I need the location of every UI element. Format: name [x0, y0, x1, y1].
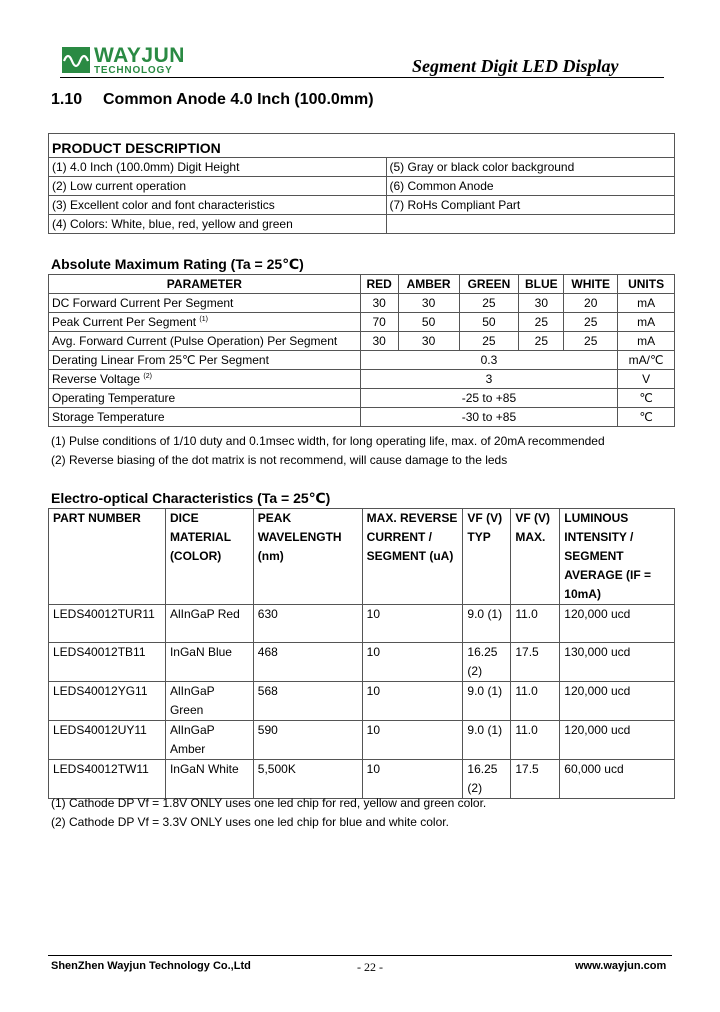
abs-max-note: (1) Pulse conditions of 1/10 duty and 0.1msec width, for long operating life, max. of 20mA recommended [51, 434, 605, 448]
amr-value-cell: 50 [459, 313, 519, 332]
footer-divider [48, 955, 672, 956]
amr-row [49, 313, 675, 332]
amr-unit-cell: mA [618, 332, 675, 351]
amr-value-cell: 30 [360, 332, 398, 351]
section-title [51, 91, 374, 109]
amr-param-label: Storage Temperature [52, 410, 165, 424]
document-title: Segment Digit LED Display [412, 56, 619, 76]
amr-param-label: DC Forward Current Per Segment [52, 296, 234, 310]
eo-cell: 10 [362, 721, 463, 760]
amr-column-header: RED [360, 275, 398, 294]
eo-column-header: PEAK WAVELENGTH (nm) [253, 509, 362, 605]
eo-column-header: VF (V) MAX. [511, 509, 560, 605]
pd-row [49, 158, 675, 177]
eo-column-header: LUMINOUS INTENSITY / SEGMENT AVERAGE (IF = 10mA) [560, 509, 675, 605]
eo-cell: 17.5 [511, 760, 560, 799]
amr-value-cell: 0.3 [360, 351, 617, 370]
amr-value-cell: 30 [519, 294, 564, 313]
section-heading: Common Anode 4.0 Inch (100.0mm) [103, 91, 374, 108]
eo-cell: LEDS40012TW11 [49, 760, 166, 799]
logo-subtext: TECHNOLOGY [94, 65, 173, 76]
eo-cell: 9.0 (1) [463, 605, 511, 643]
amr-param-cell [49, 351, 361, 370]
amr-value-cell: 25 [519, 313, 564, 332]
amr-value-cell: -25 to +85 [360, 389, 617, 408]
pd-row [49, 215, 675, 234]
eo-cell: 10 [362, 682, 463, 721]
pd-cell: (4) Colors: White, blue, red, yellow and green [49, 215, 387, 234]
eo-column-header: PART NUMBER [49, 509, 166, 605]
eo-cell: 10 [362, 760, 463, 799]
electro-optical-note: (2) Cathode DP Vf = 3.3V ONLY uses one led chip for blue and white color. [51, 815, 449, 829]
amr-param-label: Avg. Forward Current (Pulse Operation) Per Segment [52, 334, 338, 348]
amr-row [49, 351, 675, 370]
electro-optical-title: Electro-optical Characteristics (Ta = 25℃) [51, 490, 331, 506]
eo-row [49, 682, 675, 721]
eo-cell: 16.25 (2) [463, 760, 511, 799]
eo-cell: LEDS40012UY11 [49, 721, 166, 760]
amr-value-cell: -30 to +85 [360, 408, 617, 427]
company-logo [62, 47, 90, 73]
product-description-header [48, 133, 675, 157]
pd-cell: (2) Low current operation [49, 177, 387, 196]
eo-row [49, 643, 675, 682]
pd-row [49, 177, 675, 196]
amr-footnote-ref: (2) [143, 373, 152, 380]
amr-param-cell [49, 313, 361, 332]
amr-value-cell: 25 [459, 332, 519, 351]
eo-cell: AlInGaP Green [165, 682, 253, 721]
eo-cell: 10 [362, 605, 463, 643]
eo-cell: LEDS40012YG11 [49, 682, 166, 721]
eo-cell: 568 [253, 682, 362, 721]
abs-max-note: (2) Reverse biasing of the dot matrix is not recommend, will cause damage to the leds [51, 453, 508, 467]
amr-value-cell: 30 [398, 294, 459, 313]
pd-cell: (6) Common Anode [386, 177, 674, 196]
amr-unit-cell: mA/℃ [618, 351, 675, 370]
amr-param-cell [49, 408, 361, 427]
amr-row [49, 389, 675, 408]
pd-cell: (3) Excellent color and font characteristics [49, 196, 387, 215]
eo-cell: 60,000 ucd [560, 760, 675, 799]
amr-unit-cell: ℃ [618, 389, 675, 408]
eo-cell: 9.0 (1) [463, 682, 511, 721]
amr-footnote-ref: (1) [199, 316, 208, 323]
logo-wave-icon [62, 47, 90, 73]
pd-cell: (7) RoHs Compliant Part [386, 196, 674, 215]
abs-max-title: Absolute Maximum Rating (Ta = 25℃) [51, 256, 304, 272]
eo-column-header: MAX. REVERSE CURRENT / SEGMENT (uA) [362, 509, 463, 605]
eo-cell: AlInGaP Amber [165, 721, 253, 760]
eo-cell: 11.0 [511, 605, 560, 643]
eo-cell: 120,000 ucd [560, 605, 675, 643]
eo-cell: 468 [253, 643, 362, 682]
pd-row [49, 196, 675, 215]
amr-row [49, 294, 675, 313]
section-number: 1.10 [51, 91, 83, 108]
amr-param-cell [49, 294, 361, 313]
amr-value-cell: 30 [398, 332, 459, 351]
amr-column-header: BLUE [519, 275, 564, 294]
amr-param-cell [49, 389, 361, 408]
amr-value-cell: 25 [519, 332, 564, 351]
eo-cell: 9.0 (1) [463, 721, 511, 760]
pd-cell [386, 215, 674, 234]
eo-cell: InGaN Blue [165, 643, 253, 682]
eo-cell: 10 [362, 643, 463, 682]
eo-cell: 630 [253, 605, 362, 643]
eo-row [49, 721, 675, 760]
amr-column-header: PARAMETER [49, 275, 361, 294]
eo-cell: 5,500K [253, 760, 362, 799]
eo-cell: 11.0 [511, 721, 560, 760]
eo-column-header: DICE MATERIAL (COLOR) [165, 509, 253, 605]
eo-cell: LEDS40012TUR11 [49, 605, 166, 643]
amr-column-header: GREEN [459, 275, 519, 294]
amr-value-cell: 3 [360, 370, 617, 389]
eo-cell: 120,000 ucd [560, 721, 675, 760]
electro-optical-table [48, 508, 675, 799]
amr-param-label: Peak Current Per Segment [52, 315, 200, 329]
footer-company: ShenZhen Wayjun Technology Co.,Ltd [51, 960, 251, 972]
amr-value-cell: 20 [564, 294, 618, 313]
amr-row [49, 332, 675, 351]
amr-value-cell: 50 [398, 313, 459, 332]
amr-column-header: WHITE [564, 275, 618, 294]
eo-cell: 120,000 ucd [560, 682, 675, 721]
amr-header-row [49, 275, 675, 294]
amr-column-header: UNITS [618, 275, 675, 294]
amr-param-cell [49, 332, 361, 351]
eo-header-row [49, 509, 675, 605]
amr-value-cell: 25 [459, 294, 519, 313]
eo-cell: 11.0 [511, 682, 560, 721]
eo-row [49, 605, 675, 643]
amr-param-cell [49, 370, 361, 389]
amr-param-label: Reverse Voltage [52, 372, 144, 386]
eo-row [49, 760, 675, 799]
amr-column-header: AMBER [398, 275, 459, 294]
amr-unit-cell: V [618, 370, 675, 389]
amr-param-label: Derating Linear From 25℃ Per Segment [52, 353, 269, 367]
amr-unit-cell: ℃ [618, 408, 675, 427]
product-description-table [48, 157, 675, 234]
amr-param-label: Operating Temperature [52, 391, 176, 405]
eo-cell: 130,000 ucd [560, 643, 675, 682]
eo-cell: 590 [253, 721, 362, 760]
pd-cell: (1) 4.0 Inch (100.0mm) Digit Height [49, 158, 387, 177]
electro-optical-note: (1) Cathode DP Vf = 1.8V ONLY uses one led chip for red, yellow and green color. [51, 796, 487, 810]
amr-value-cell: 30 [360, 294, 398, 313]
footer-website: www.wayjun.com [575, 960, 667, 972]
amr-value-cell: 25 [564, 332, 618, 351]
eo-cell: 17.5 [511, 643, 560, 682]
eo-cell: AlInGaP Red [165, 605, 253, 643]
amr-value-cell: 70 [360, 313, 398, 332]
eo-cell: InGaN White [165, 760, 253, 799]
eo-cell: 16.25 (2) [463, 643, 511, 682]
pd-cell: (5) Gray or black color background [386, 158, 674, 177]
abs-max-table [48, 274, 675, 427]
amr-unit-cell: mA [618, 294, 675, 313]
logo-text: WAYJUN [94, 44, 185, 67]
amr-value-cell: 25 [564, 313, 618, 332]
eo-cell: LEDS40012TB11 [49, 643, 166, 682]
product-description-title: PRODUCT DESCRIPTION [52, 140, 221, 156]
amr-unit-cell: mA [618, 313, 675, 332]
eo-column-header: VF (V) TYP [463, 509, 511, 605]
header-divider [60, 77, 664, 78]
page-number: - 22 - [357, 960, 383, 974]
amr-row [49, 408, 675, 427]
amr-row [49, 370, 675, 389]
